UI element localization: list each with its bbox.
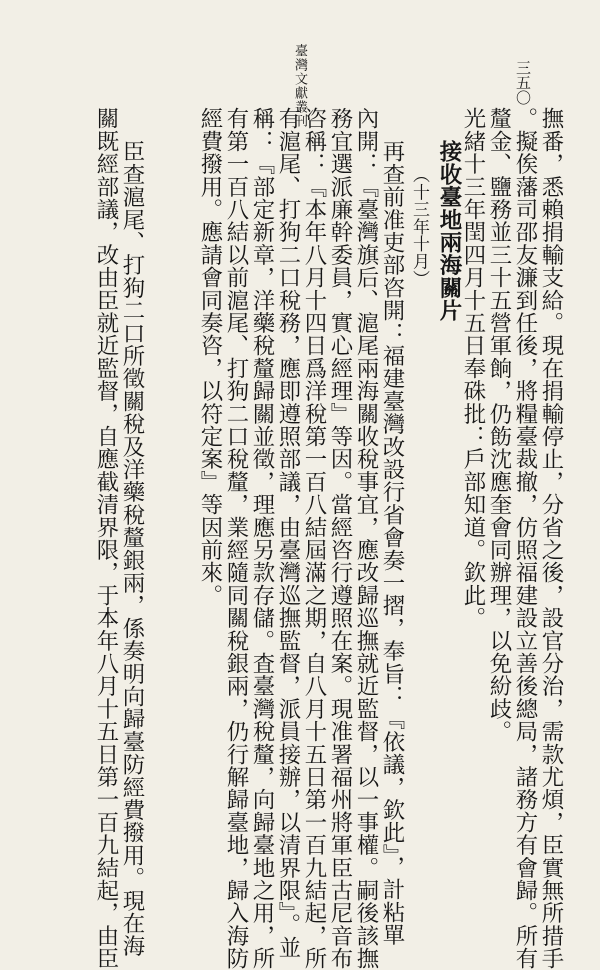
text-column: 有第一百八結以前滬尾、打狗二口稅釐，業經隨同關稅銀兩，仍行解歸臺地，歸入海防 (223, 107, 249, 970)
text-column: 稱：『部定新章，洋藥稅釐歸關並徵，理應另款存儲。査臺灣稅釐，向歸臺地之用，所 (249, 107, 275, 970)
text-column: 務宜選派廉幹委員，實心經理』等因。當經咨行遵照在案。現准署福州將軍臣古尼音布 (327, 107, 353, 970)
section-heading-date: （十三年十月） (409, 166, 429, 288)
text-column: 經費撥用。應請會同奏咨，以符定案』等因前來。 (197, 107, 223, 607)
page-number: 三五〇 (514, 60, 532, 105)
text-column: 釐金、鹽務並三十五營軍餉，仍飭沈應奎會同辦理，以免紛歧。 (486, 107, 512, 743)
text-column: 光緒十三年閏四月十五日奉硃批：戶部知道。欽此。 (460, 107, 486, 630)
text-column: 再查前准吏部咨開：福建臺灣改設行省會奏一摺，奉旨：『依議，欽此』，計粘單 (379, 140, 405, 946)
text-column: 撫番，悉賴捐輸支給。現在捐輸停止，分省之後，設官分治，需款尤煩，臣實無所措手 (538, 107, 564, 970)
text-column: 關既經部議，改由臣就近監督，自應截清界限，于本年八月十五日第一百九結起，由臣 (93, 107, 119, 970)
running-title: 臺灣文獻叢刊 (292, 44, 307, 128)
section-heading: 接收臺地兩海關片 (436, 140, 462, 322)
text-column: 咨稱：『本年八月十四日爲洋稅第一百八結屆滿之期，自八月十五日第一百九結起，所 (301, 107, 327, 970)
text-column: 有滬尾、打狗二口稅務，應即遵照部議，由臺灣巡撫監督，派員接辦，以清界限』。並 (275, 107, 301, 959)
text-column: 。擬俟藩司邵友濂到任後，將糧臺裁撤，仿照福建設立善後總局，諸務方有會歸。所有 (512, 107, 538, 970)
text-column: 內開：『臺灣旗后、滬尾兩海關收稅事宜，應改歸巡撫就近監督，以一事權。嗣後該撫 (353, 107, 379, 970)
text-column: 臣查滬尾、打狗二口所徵關稅及洋藥稅釐銀兩，係奏明向歸臺防經費撥用。現在海 (119, 140, 145, 958)
